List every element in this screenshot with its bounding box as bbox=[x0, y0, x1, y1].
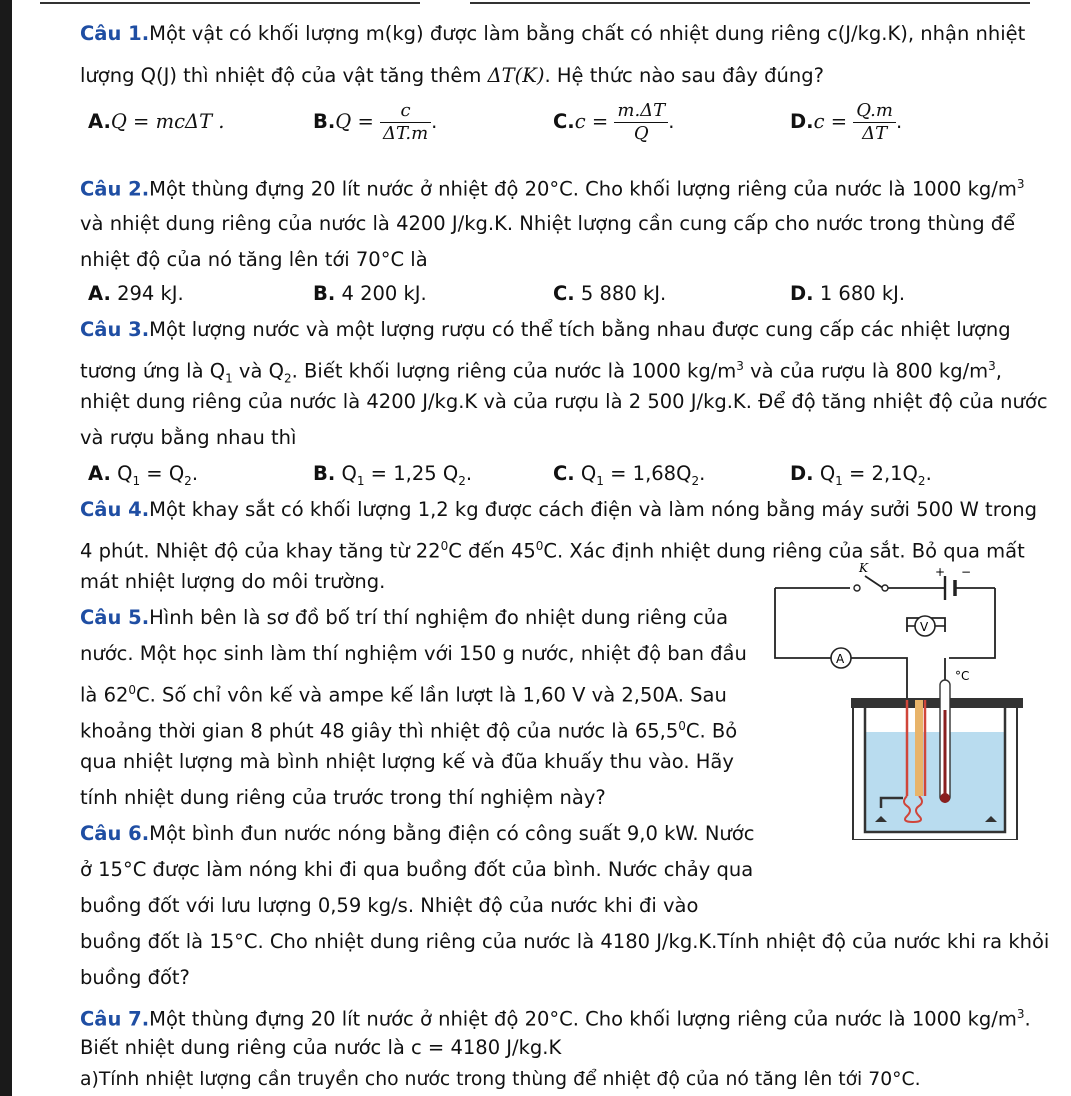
q7-text-1: Một thùng đựng 20 lít nước ở nhiệt độ 20°C. Cho khối lượng riêng của nước là 1000 kg/m bbox=[149, 1007, 1017, 1031]
option-text: 5 880 kJ. bbox=[580, 282, 667, 305]
q6-line4 bbox=[80, 928, 1049, 956]
fraction-denominator: Q bbox=[633, 123, 649, 144]
degree-superscript: 0 bbox=[440, 539, 449, 553]
option-text: Q bbox=[117, 462, 133, 485]
q4-line3 bbox=[80, 568, 385, 596]
q3-option-b[interactable] bbox=[313, 460, 472, 495]
option-text: Q bbox=[580, 462, 597, 485]
q7-text-1-tail: . bbox=[1024, 1007, 1031, 1031]
fraction-numerator: c bbox=[380, 100, 431, 123]
option-label: D. bbox=[790, 110, 814, 133]
q6-line3 bbox=[80, 892, 698, 920]
option-label: A. bbox=[88, 110, 111, 133]
q6-line1 bbox=[80, 820, 754, 848]
q4-text-2b: C đến 45 bbox=[448, 539, 536, 563]
q6-text-1: Một bình đun nước nóng bằng điện có công suất 9,0 kW. Nước bbox=[149, 822, 755, 845]
option-label: A. bbox=[88, 282, 111, 305]
superscript: 3 bbox=[988, 359, 996, 373]
q2-option-c[interactable] bbox=[553, 280, 666, 308]
q2-text-2: và nhiệt dung riêng của nước là 4200 J/kg.K. Nhiệt lượng cần cung cấp cho nước trong thùng để bbox=[80, 212, 1016, 235]
option-label: C. bbox=[553, 462, 575, 485]
option-text: . bbox=[191, 462, 199, 485]
q5-text-5: qua nhiệt lượng mà bình nhiệt lượng kế và đũa khuấy thu vào. Hãy bbox=[80, 750, 734, 773]
subscript: 2 bbox=[917, 473, 926, 488]
q1-text-1: Một vật có khối lượng m(kg) được làm bằng chất có nhiệt dung riêng c(J/kg.K), nhận nhiệt bbox=[149, 22, 1026, 45]
q5-line5 bbox=[80, 748, 734, 776]
q2-option-a[interactable] bbox=[88, 280, 184, 308]
subscript: 2 bbox=[184, 473, 192, 488]
superscript: 3 bbox=[1016, 177, 1025, 191]
option-label: C. bbox=[553, 282, 575, 305]
option-text: = 1,68Q bbox=[603, 462, 692, 485]
subscript: 1 bbox=[596, 473, 604, 488]
q2-line1 bbox=[80, 170, 1025, 204]
q6-text-4: buồng đốt là 15°C. Cho nhiệt dung riêng của nước là 4180 J/kg.K.Tính nhiệt độ của nước khi ra khỏi bbox=[80, 930, 1050, 953]
q2-label: Câu 2. bbox=[80, 177, 150, 201]
calorimeter-lid bbox=[851, 698, 1023, 708]
option-lhs: c = bbox=[574, 110, 609, 133]
q3-text-2e: , bbox=[995, 359, 1002, 383]
q2-line2 bbox=[80, 210, 1015, 238]
q4-text-2c: C. Xác định nhiệt dung riêng của sắt. Bỏ qua mất bbox=[543, 539, 1025, 563]
q2-option-d[interactable] bbox=[790, 280, 905, 308]
left-edge-bar bbox=[0, 0, 12, 1096]
q4-line1 bbox=[80, 496, 1037, 524]
battery-plus: + bbox=[935, 565, 946, 579]
voltmeter-label: V bbox=[920, 620, 929, 634]
q1-text-2b: . Hệ thức nào sau đây đúng? bbox=[544, 64, 824, 87]
ammeter-label: A bbox=[836, 652, 845, 666]
option-label: D. bbox=[790, 462, 814, 485]
q5-text-2: nước. Một học sinh làm thí nghiệm với 150 g nước, nhiệt độ ban đầu bbox=[80, 642, 747, 665]
option-text: 4 200 kJ. bbox=[341, 282, 427, 305]
switch-label: K bbox=[859, 561, 868, 575]
q6-line2 bbox=[80, 856, 753, 884]
q7-part-a: a)Tính nhiệt lượng cần truyền cho nước trong thùng để nhiệt độ của nó tăng lên tới 70°C. bbox=[80, 1069, 921, 1090]
q5-text-3a: là 62 bbox=[80, 683, 129, 707]
q3-text-2d: và của rượu là 800 kg/m bbox=[743, 359, 989, 383]
option-label: A. bbox=[88, 462, 111, 485]
q6-line5 bbox=[80, 964, 190, 992]
option-text: . bbox=[925, 462, 932, 485]
q5-line4 bbox=[80, 712, 737, 746]
q3-label: Câu 3. bbox=[80, 318, 150, 341]
q2-text-1: Một thùng đựng 20 lít nước ở nhiệt độ 20°C. Cho khối lượng riêng của nước là 1000 kg/m bbox=[149, 177, 1017, 201]
degree-superscript: 0 bbox=[535, 539, 544, 553]
option-label: B. bbox=[313, 110, 336, 133]
option-text: Q bbox=[819, 462, 836, 485]
q5-line6 bbox=[80, 784, 606, 812]
q3-option-a[interactable] bbox=[88, 460, 198, 495]
q7-label: Câu 7. bbox=[80, 1007, 150, 1031]
option-expr: Q = mcΔT . bbox=[110, 110, 225, 133]
q3-option-d[interactable] bbox=[790, 460, 932, 495]
fraction-denominator: ΔT.m bbox=[383, 123, 429, 144]
q1-delta-t: ΔT(K) bbox=[487, 64, 545, 87]
q1-label: Câu 1. bbox=[80, 22, 150, 45]
option-tail: . bbox=[668, 110, 675, 133]
subscript: 2 bbox=[691, 473, 700, 488]
q3-text-3: nhiệt dung riêng của nước là 4200 J/kg.K và của rượu là 2 500 J/kg.K. Để độ tăng nhiệt độ của nước bbox=[80, 390, 1048, 413]
option-label: C. bbox=[553, 110, 575, 133]
q5-text-4b: C. Bỏ bbox=[685, 719, 738, 743]
subscript: 2 bbox=[283, 371, 292, 386]
subscript: 1 bbox=[835, 473, 843, 488]
fraction-numerator: Q.m bbox=[853, 100, 896, 123]
thermometer-bulb bbox=[940, 793, 950, 803]
q1-option-b[interactable] bbox=[313, 100, 437, 145]
q7-line3 bbox=[80, 1066, 921, 1094]
tube-shading bbox=[915, 700, 923, 796]
q6-text-5: buồng đốt? bbox=[80, 966, 190, 989]
fraction bbox=[380, 100, 431, 145]
fraction bbox=[853, 100, 896, 145]
degree-superscript: 0 bbox=[128, 683, 137, 697]
q6-text-3: buồng đốt với lưu lượng 0,59 kg/s. Nhiệt độ của nước khi đi vào bbox=[80, 894, 699, 917]
q1-option-a[interactable] bbox=[88, 108, 225, 136]
option-text: Q bbox=[341, 462, 357, 485]
top-rule bbox=[0, 0, 1071, 6]
option-tail: . bbox=[431, 110, 438, 133]
q1-text-2a: lượng Q(J) thì nhiệt độ của vật tăng thêm bbox=[80, 64, 488, 87]
switch-contact-left bbox=[854, 585, 860, 591]
option-text: 294 kJ. bbox=[117, 282, 184, 305]
thermometer-label: °C bbox=[955, 669, 970, 683]
option-label: D. bbox=[790, 282, 814, 305]
option-lhs: c = bbox=[813, 110, 848, 133]
option-text: . bbox=[465, 462, 473, 485]
fraction-denominator: ΔT bbox=[862, 123, 888, 144]
q5-text-6: tính nhiệt dung riêng của trước trong thí nghiệm này? bbox=[80, 786, 606, 809]
q4-text-2a: 4 phút. Nhiệt độ của khay tăng từ 22 bbox=[80, 539, 441, 563]
degree-superscript: 0 bbox=[678, 719, 686, 733]
q6-text-2: ở 15°C được làm nóng khi đi qua buồng đốt của bình. Nước chảy qua bbox=[80, 858, 754, 881]
option-text: = Q bbox=[140, 462, 185, 485]
option-lhs: Q = bbox=[335, 110, 374, 133]
q7-line1 bbox=[80, 1000, 1031, 1034]
q6-label: Câu 6. bbox=[80, 822, 150, 845]
switch-blade bbox=[865, 576, 883, 588]
q3-text-1: Một lượng nước và một lượng rượu có thể tích bằng nhau được cung cấp các nhiệt lượng bbox=[149, 318, 1011, 341]
q7-line2 bbox=[80, 1034, 561, 1062]
superscript: 3 bbox=[736, 359, 744, 373]
option-text: 1 680 kJ. bbox=[819, 282, 906, 305]
q1-line2 bbox=[80, 62, 824, 90]
q3-line4 bbox=[80, 424, 296, 452]
q3-text-4: và rượu bằng nhau thì bbox=[80, 426, 297, 449]
fraction-numerator: m.ΔT bbox=[614, 100, 668, 123]
calorimeter-circuit-figure bbox=[765, 560, 1065, 840]
option-text: = 2,1Q bbox=[842, 462, 918, 485]
option-text: . bbox=[699, 462, 706, 485]
q5-line2 bbox=[80, 640, 747, 668]
subscript: 2 bbox=[458, 473, 466, 488]
q1-option-c[interactable] bbox=[553, 100, 674, 145]
q4-label: Câu 4. bbox=[80, 498, 150, 521]
q3-text-2a: tương ứng là Q bbox=[80, 359, 226, 383]
subscript: 1 bbox=[356, 473, 365, 488]
q3-line3 bbox=[80, 388, 1048, 416]
q3-line1 bbox=[80, 316, 1011, 344]
q5-text-4a: khoảng thời gian 8 phút 48 giây thì nhiệt độ của nước là 65,5 bbox=[80, 719, 679, 743]
q5-text-1: Hình bên là sơ đồ bố trí thí nghiệm đo nhiệt dung riêng của bbox=[149, 606, 729, 629]
q3-option-c[interactable] bbox=[553, 460, 705, 495]
q5-line1 bbox=[80, 604, 728, 632]
option-text: = 1,25 Q bbox=[364, 462, 459, 485]
battery-minus: − bbox=[961, 565, 972, 579]
water bbox=[865, 732, 1005, 832]
q4-text-3: mát nhiệt lượng do môi trường. bbox=[80, 570, 386, 593]
q2-line3 bbox=[80, 246, 428, 274]
subscript: 1 bbox=[132, 473, 141, 488]
subscript: 1 bbox=[225, 371, 233, 386]
q4-text-1: Một khay sắt có khối lượng 1,2 kg được cách điện và làm nóng bằng máy sưởi 500 W trong bbox=[149, 498, 1037, 521]
q3-text-2b: và Q bbox=[232, 359, 284, 383]
fraction bbox=[614, 100, 668, 145]
q1-line1 bbox=[80, 20, 1025, 48]
q3-text-2c: . Biết khối lượng riêng của nước là 1000 kg/m bbox=[291, 359, 737, 383]
q5-line3 bbox=[80, 676, 727, 710]
q3-line2 bbox=[80, 352, 1002, 392]
q5-text-3b: C. Số chỉ vôn kế và ampe kế lần lượt là 1,60 V và 2,50A. Sau bbox=[136, 683, 727, 707]
q1-option-d[interactable] bbox=[790, 100, 902, 145]
option-tail: . bbox=[895, 110, 903, 133]
option-label: B. bbox=[313, 462, 336, 485]
q2-option-b[interactable] bbox=[313, 280, 427, 308]
q2-text-3: nhiệt độ của nó tăng lên tới 70°C là bbox=[80, 248, 428, 271]
option-label: B. bbox=[313, 282, 336, 305]
switch-contact-right bbox=[882, 585, 888, 591]
q7-text-2: Biết nhiệt dung riêng của nước là c = 4180 J/kg.K bbox=[80, 1036, 562, 1059]
superscript: 3 bbox=[1016, 1007, 1025, 1021]
q5-label: Câu 5. bbox=[80, 606, 150, 629]
